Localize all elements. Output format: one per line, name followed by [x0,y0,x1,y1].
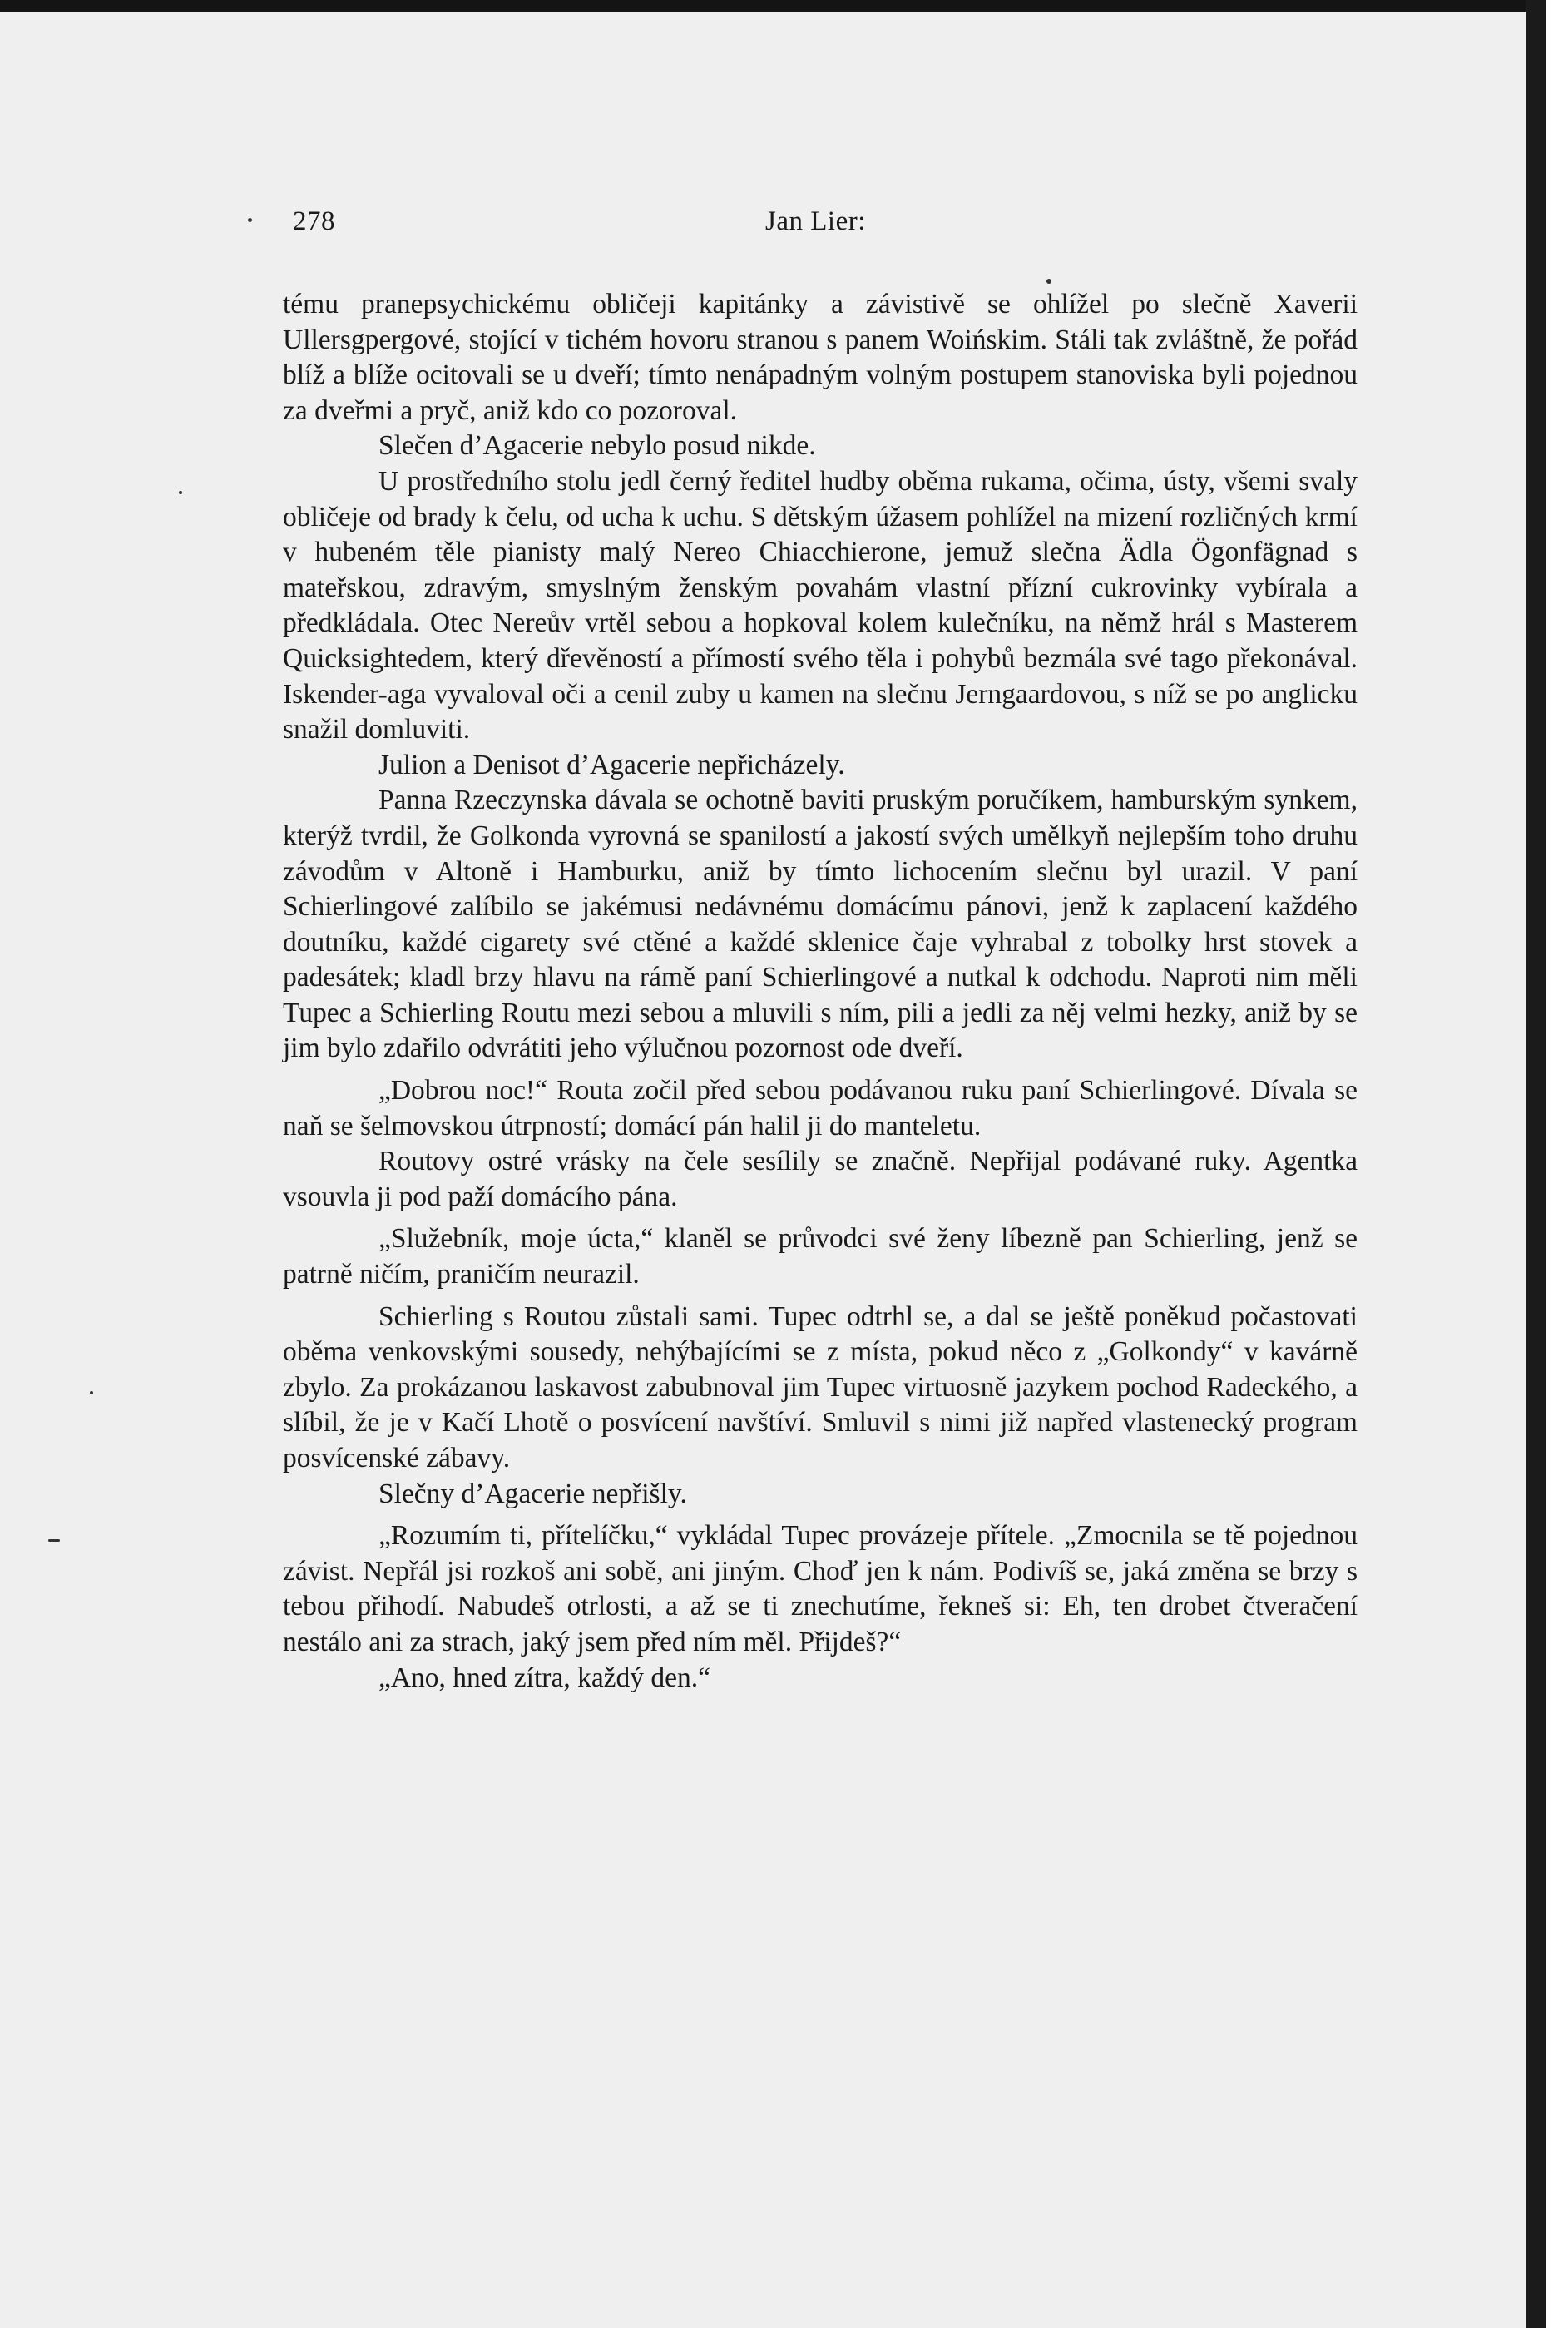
scan-speck [48,1539,60,1542]
paragraph: tému pranepsychickému obličeji kapitánky a závistivě se ohlížel po slečně Xaverii Ullersgpergové, stojící v tichém hovoru stranou s panem Woińskim. Stáli tak zvláštně, že pořád blíž a blíže ocitovali se u dveří; tímto nenápadným volným postupem stanoviska byli pojednou za dveřmi a pryč, aniž kdo co pozoroval. [283,289,1358,426]
paragraph: „Služebník, moje úcta,“ klaněl se průvodci své ženy líbezně pan Schierling, jenž se patrně ničím, praničím neurazil. [283,1223,1358,1290]
page-number: 278 [293,206,335,236]
scan-right-border [1526,0,1546,2328]
scan-speck [1046,279,1051,284]
paragraph: Routovy ostré vrásky na čele sesílily se značně. Nepřijal podávané ruky. Agentka vsouvla ji pod paží domácího pána. [283,1146,1358,1212]
paragraph: Julion a Denisot d’Agacerie nepřicházely. [378,749,845,780]
running-title: Jan Lier: [765,206,866,236]
paragraph: U prostředního stolu jedl černý ředitel hudby oběma rukama, očima, ústy, všemi svaly obličeje od brady k čelu, od ucha k uchu. S dětským úžasem pohlížel na mizení rozličných krmí v hubeném těle pianisty malý Nereo Chiacchierone, jemuž slečna Ädla Ögonfägnad s mateřskou, zdravým, smyslným ženským povahám vlastní přízní cukrovinky vybírala a předkládala. Otec Nereův vrtěl sebou a hopkoval kolem kulečníku, na němž hrál s Masterem Quicksightedem, který dřevěností a přímostí svého těla i pohybů bezmála své tago překonával. Iskender-aga vyvaloval oči a cenil zuby u kamen na slečnu Jerngaardovou, s níž se po anglicku snažil domluviti. [283,465,1358,745]
paragraph: „Ano, hned zítra, každý den.“ [378,1662,711,1693]
paragraph: „Dobrou noc!“ Routa zočil před sebou podávanou ruku paní Schierlingové. Dívala se naň se šelmovskou útrpností; domácí pán halil ji do manteletu. [283,1075,1358,1142]
page-header [291,206,1373,248]
paragraph: Schierling s Routou zůstali sami. Tupec odtrhl se, a dal se ještě poněkud počastovati oběma venkovskými sousedy, nehýbajícími se z místa, pokud něco z „Golkondy“ v kavárně zbylo. Za prokázanou laskavost zabubnoval jim Tupec virtuosně jazykem pochod Radeckého, a slíbil, že je v Kačí Lhotě o posvícení navštíví. Smluvil s nimi již napřed vlastenecký program posvícenské zábavy. [283,1300,1358,1474]
paragraph: Panna Rzeczynska dávala se ochotně baviti pruským poručíkem, hamburským synkem, kterýž tvrdil, že Golkonda vyrovná se spanilostí a jakostí svých umělkyň nejlepším toho druhu závodům v Altoně i Hamburku, aniž by tímto lichocením slečnu byl urazil. V paní Schierlingové zalíbilo se jakémusi nedávnému domácímu pánovi, jenž k zaplacení každého doutníku, každé cigarety své ctěné a každé sklenice čaje vyhrabal z tobolky hrst stovek a padesátek; kladl brzy hlavu na rámě paní Schierlingové a nutkal k odchodu. Naproti nim měli Tupec a Schierling Routu mezi sebou a mluvili s ním, pili a jedli za něj velmi hezky, aniž by se jim bylo zdařilo odvrátiti jeho výlučnou pozornost ode dveří. [283,785,1358,1064]
page-margin [1546,0,1568,2328]
paragraph: Slečen d’Agacerie nebylo posud nikde. [378,430,816,462]
scan-speck [179,491,182,494]
paragraph: „Rozumím ti, přítelíčku,“ vykládal Tupec provázeje přítele. „Zmocnila se tě pojednou závist. Nepřál jsi rozkoš ani sobě, ani jiným. Choď jen k nám. Podivíš se, jaká změna se brzy s tebou přihodí. Nabudeš otrlosti, a až se ti znechutíme, řekneš si: Eh, ten drobet čtveračení nestálo ani za strach, jaký jsem před ním měl. Přijdeš?“ [283,1520,1358,1657]
scan-speck [248,218,252,222]
paragraph: Slečny d’Agacerie nepřišly. [378,1478,687,1509]
scan-speck [90,1391,93,1394]
body-text [283,287,1358,1696]
scan-top-border [0,0,1546,12]
